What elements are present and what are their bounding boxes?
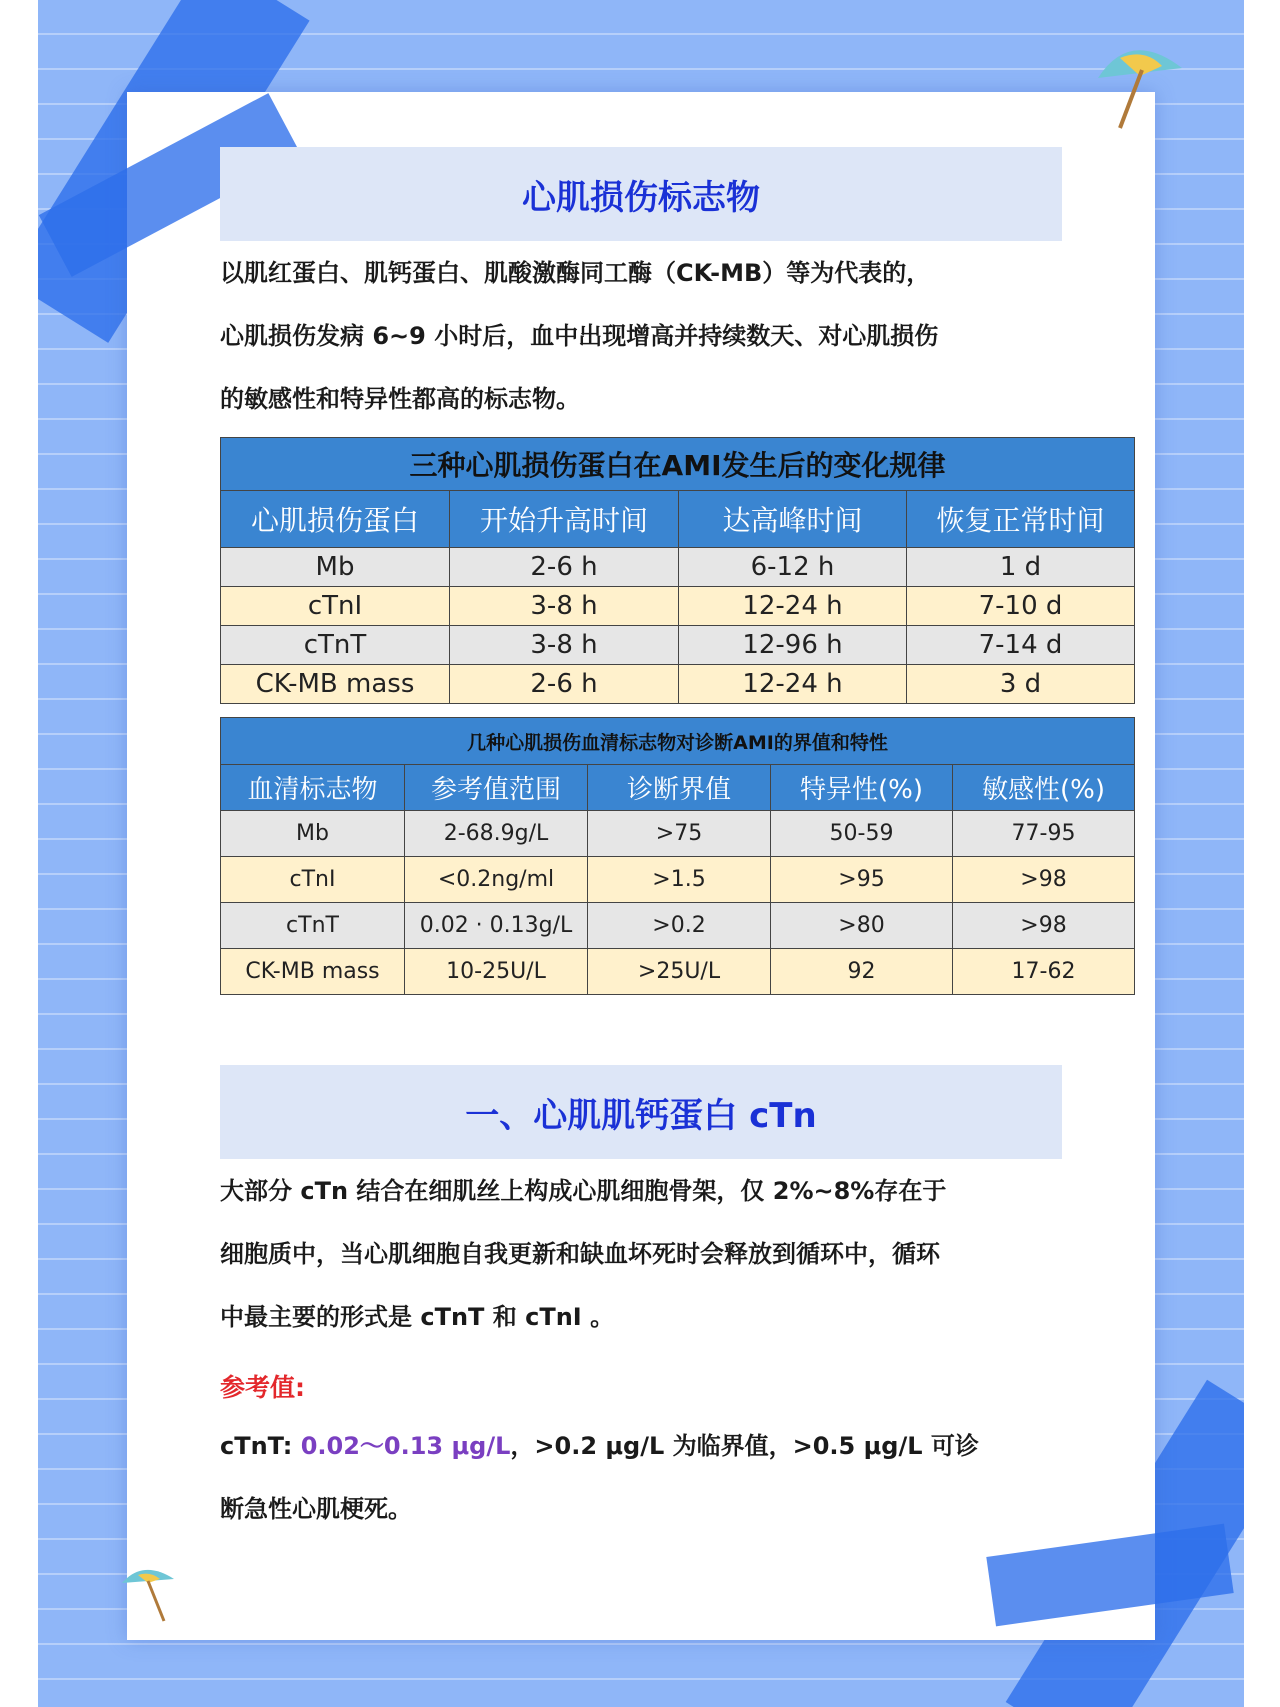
table-cell: 17-62 bbox=[953, 949, 1135, 995]
table-cell: 50-59 bbox=[771, 811, 953, 857]
column-header: 血清标志物 bbox=[221, 765, 405, 811]
table-cell: 3-8 h bbox=[450, 626, 679, 665]
table-row bbox=[221, 903, 1135, 949]
table-cell: 77-95 bbox=[953, 811, 1135, 857]
intro-line: 的敏感性和特异性都高的标志物。 bbox=[220, 385, 580, 413]
table-cell: >25U/L bbox=[588, 949, 771, 995]
reference-value-paragraph bbox=[220, 1415, 1070, 1541]
troponin-line: 细胞质中，当心肌细胞自我更新和缺血坏死时会释放到循环中，循环 bbox=[220, 1240, 940, 1268]
reference-line: 断急性心肌梗死。 bbox=[220, 1495, 412, 1523]
table-cell: 6-12 h bbox=[679, 548, 907, 587]
table-cell: cTnT bbox=[221, 626, 450, 665]
table-cell: 12-96 h bbox=[679, 626, 907, 665]
table-cell: 3 d bbox=[907, 665, 1135, 704]
table-cell: CK-MB mass bbox=[221, 665, 450, 704]
section-title-cardiac-markers: 心肌损伤标志物 bbox=[220, 147, 1062, 241]
serum-markers-table bbox=[220, 717, 1135, 995]
table-cell: >95 bbox=[771, 857, 953, 903]
table-cell: 7-10 d bbox=[907, 587, 1135, 626]
troponin-line: 大部分 cTn 结合在细肌丝上构成心肌细胞骨架，仅 2%~8%存在于 bbox=[220, 1177, 947, 1205]
reference-range-highlight: 0.02～0.13 μg/L bbox=[300, 1432, 511, 1460]
table-cell: 12-24 h bbox=[679, 665, 907, 704]
table-caption: 三种心肌损伤蛋白在AMI发生后的变化规律 bbox=[221, 438, 1135, 491]
umbrella-icon-bottom-left bbox=[118, 1565, 178, 1625]
table-row bbox=[221, 811, 1135, 857]
table-row bbox=[221, 949, 1135, 995]
table-row bbox=[221, 548, 1135, 587]
table-cell: >98 bbox=[953, 857, 1135, 903]
table-cell: CK-MB mass bbox=[221, 949, 405, 995]
table-cell: 0.02 · 0.13g/L bbox=[405, 903, 588, 949]
table-cell: 1 d bbox=[907, 548, 1135, 587]
troponin-paragraph bbox=[220, 1160, 1070, 1349]
section-title-troponin: 一、心肌肌钙蛋白 cTn bbox=[220, 1065, 1062, 1159]
column-header: 参考值范围 bbox=[405, 765, 588, 811]
table-cell: 7-14 d bbox=[907, 626, 1135, 665]
table-cell: 12-24 h bbox=[679, 587, 907, 626]
table-row bbox=[221, 626, 1135, 665]
table-row bbox=[221, 665, 1135, 704]
reference-prefix: cTnT: bbox=[220, 1432, 301, 1460]
table-row bbox=[221, 857, 1135, 903]
column-header: 达高峰时间 bbox=[679, 491, 907, 548]
table-cell: 2-68.9g/L bbox=[405, 811, 588, 857]
table-cell: >1.5 bbox=[588, 857, 771, 903]
table-cell: >80 bbox=[771, 903, 953, 949]
table-cell: 92 bbox=[771, 949, 953, 995]
table-cell: cTnI bbox=[221, 857, 405, 903]
table-cell: 3-8 h bbox=[450, 587, 679, 626]
table-cell: 2-6 h bbox=[450, 665, 679, 704]
column-header: 敏感性(%) bbox=[953, 765, 1135, 811]
table-cell: >98 bbox=[953, 903, 1135, 949]
reference-value-label: 参考值: bbox=[220, 1373, 305, 1402]
intro-paragraph bbox=[220, 242, 1070, 431]
column-header: 诊断界值 bbox=[588, 765, 771, 811]
column-header: 恢复正常时间 bbox=[907, 491, 1135, 548]
column-header: 开始升高时间 bbox=[450, 491, 679, 548]
table-caption: 几种心肌损伤血清标志物对诊断AMI的界值和特性 bbox=[221, 718, 1135, 765]
reference-line bbox=[220, 1415, 1070, 1478]
table-cell: 2-6 h bbox=[450, 548, 679, 587]
table-row bbox=[221, 587, 1135, 626]
protein-changes-table bbox=[220, 437, 1135, 704]
table-cell: Mb bbox=[221, 548, 450, 587]
table-cell: <0.2ng/ml bbox=[405, 857, 588, 903]
table-cell: cTnI bbox=[221, 587, 450, 626]
table-cell: 10-25U/L bbox=[405, 949, 588, 995]
troponin-line: 中最主要的形式是 cTnT 和 cTnI 。 bbox=[220, 1303, 615, 1331]
column-header: 特异性(%) bbox=[771, 765, 953, 811]
table-cell: >0.2 bbox=[588, 903, 771, 949]
intro-line: 以肌红蛋白、肌钙蛋白、肌酸激酶同工酶（CK-MB）等为代表的， bbox=[220, 259, 931, 287]
reference-rest: ，>0.2 μg/L 为临界值，>0.5 μg/L 可诊 bbox=[510, 1432, 979, 1460]
column-header: 心肌损伤蛋白 bbox=[221, 491, 450, 548]
intro-line: 心肌损伤发病 6~9 小时后，血中出现增高并持续数天、对心肌损伤 bbox=[220, 322, 939, 350]
table-cell: >75 bbox=[588, 811, 771, 857]
table-cell: Mb bbox=[221, 811, 405, 857]
umbrella-icon-top-right bbox=[1090, 38, 1190, 133]
table-cell: cTnT bbox=[221, 903, 405, 949]
